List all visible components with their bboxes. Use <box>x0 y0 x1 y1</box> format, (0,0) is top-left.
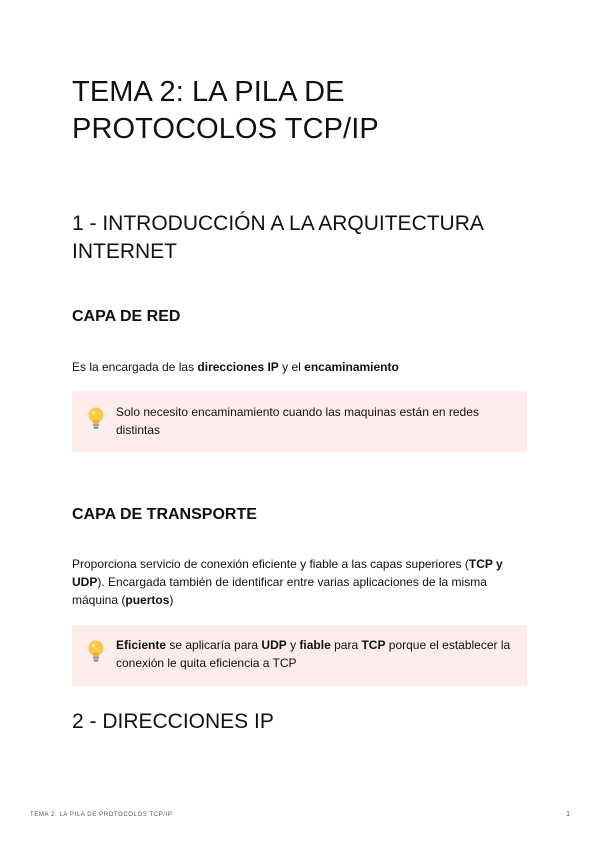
bold-run: fiable <box>299 638 331 652</box>
bold-run: UDP <box>261 638 287 652</box>
bold-run: TCP y UDP <box>72 557 503 589</box>
text-run: porque el establecer la conexión le quita eficiencia a TCP <box>116 638 511 670</box>
bold-run: puertos <box>125 593 170 607</box>
section-heading-introduccion: 1 - INTRODUCCIÓN A LA ARQUITECTURA INTERNET <box>72 212 483 263</box>
bold-run: Eficiente <box>116 638 167 652</box>
section-heading-direcciones-ip: 2 - DIRECCIONES IP <box>72 710 274 733</box>
callout-text: Solo necesito encaminamiento cuando las maquinas están en redes distintas <box>116 405 479 437</box>
subheading-capa-de-transporte: CAPA DE TRANSPORTE <box>72 506 257 523</box>
text-run: se aplicaría para <box>166 638 262 652</box>
callout-text <box>116 636 515 672</box>
text-run: ). Encargada también de identificar entre varias aplicaciones de la misma máquina ( <box>72 575 487 607</box>
paragraph-capa-de-transporte <box>72 555 528 609</box>
page-title: TEMA 2: LA PILA DE PROTOCOLOS TCP/IP <box>72 76 379 145</box>
text-run: ) <box>169 593 174 607</box>
page-number: 1 <box>566 811 570 818</box>
callout-encaminamiento <box>72 391 527 452</box>
footer-title: TEMA 2: LA PILA DE PROTOCOLOS TCP/IP <box>30 812 173 818</box>
bold-run: TCP <box>361 638 386 652</box>
callout-eficiente-fiable <box>72 625 527 686</box>
text-run: y el <box>278 360 305 374</box>
text-run: Proporciona servicio de conexión eficiente y fiable a las capas superiores ( <box>72 557 469 571</box>
lightbulb-icon <box>86 639 106 663</box>
subheading-capa-de-red: CAPA DE RED <box>72 308 181 325</box>
text-run: y <box>286 638 300 652</box>
paragraph-capa-de-red <box>72 358 528 376</box>
text-run: Es la encargada de las <box>72 360 198 374</box>
lightbulb-icon <box>86 406 106 430</box>
text-run: para <box>330 638 362 652</box>
bold-run: direcciones IP <box>197 360 279 374</box>
bold-run: encaminamiento <box>304 360 399 374</box>
